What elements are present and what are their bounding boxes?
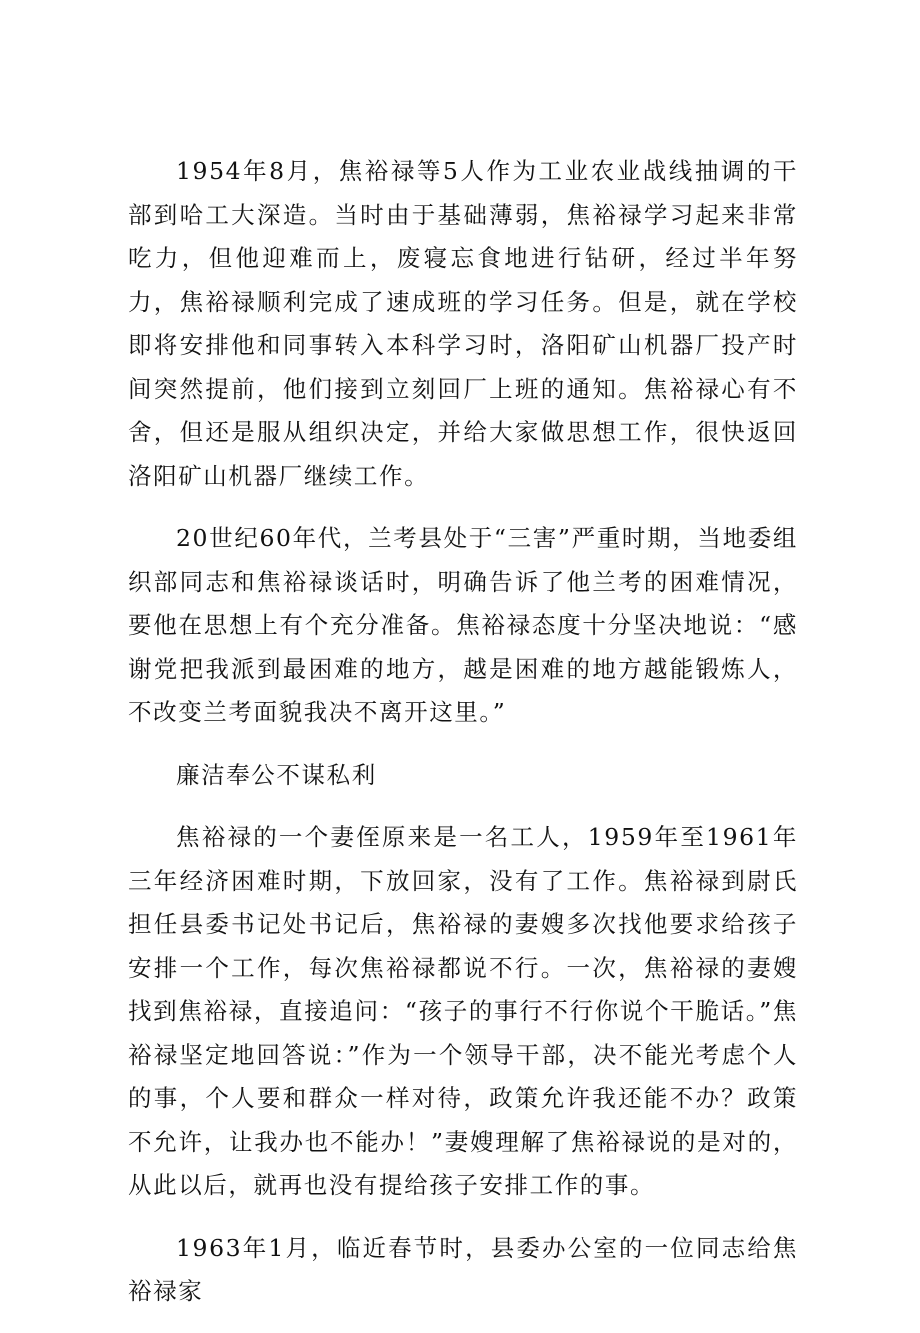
paragraph-study-harbin: 1954年8月，焦裕禄等5人作为工业农业战线抽调的干部到哈工大深造。当时由于基础薄弱，焦裕禄学习起来非常吃力，但他迎难而上，废寝忘食地进行钻研，经过半年努力，焦裕禄顺利完成了速成班的学习任务。但是，就在学校即将安排他和同事转入本科学习时，洛阳矿山机器厂投产时间突然提前，他们接到立刻回厂上班的通知。焦裕禄心有不舍，但还是服从组织决定，并给大家做思想工作，很快返回洛阳矿山机器厂继续工作。 [128,157,798,490]
section-heading: 廉洁奉公不谋私利 [176,760,377,789]
paragraph-nephew-job: 焦裕禄的一个妻侄原来是一名工人，1959年至1961年三年经济困难时期，下放回家，没有了工作。焦裕禄到尉氏担任县委书记处书记后，焦裕禄的妻嫂多次找他要求给孩子安排一个工作，每次焦裕禄都说不行。一次，焦裕禄的妻嫂找到焦裕禄，直接追问：“孩子的事行不行你说个干脆话。”焦裕禄坚定地回答说：”作为一个领导干部，决不能光考虑个人的事，个人要和群众一样对待，政策允许我还能不办？政策不允许，让我办也不能办！”妻嫂理解了焦裕禄说的是对的，从此以后，就再也没有提给孩子安排工作的事。 [128,823,798,1199]
document-body [128,150,798,1333]
paragraph-lankao-assignment: 20世纪60年代，兰考县处于“三害”严重时期，当地委组织部同志和焦裕禄谈话时，明确告诉了他兰考的困难情况，要他在思想上有个充分准备。焦裕禄态度十分坚决地说：“感谢党把我派到最困难的地方，越是困难的地方越能锻炼人，不改变兰考面貌我决不离开这里。” [128,524,798,726]
paragraph-spring-festival: 1963年1月，临近春节时，县委办公室的一位同志给焦裕禄家 [128,1233,798,1305]
